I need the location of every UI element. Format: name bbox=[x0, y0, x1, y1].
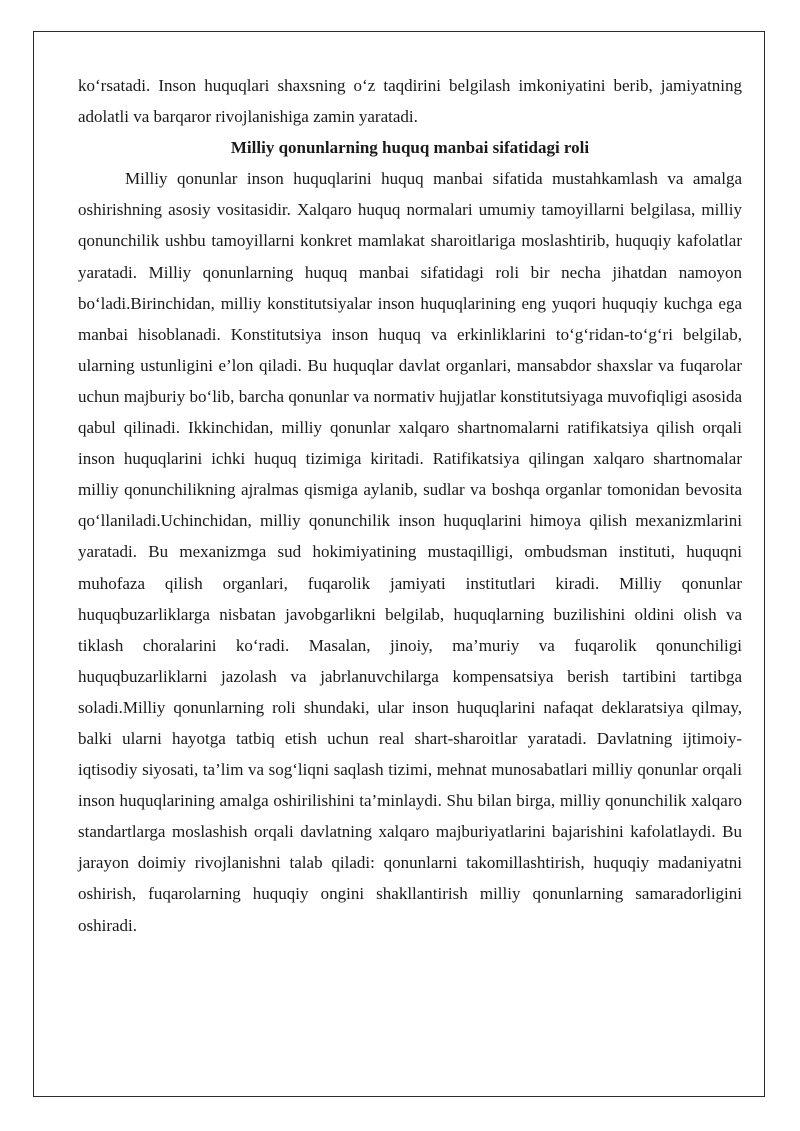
continuation-paragraph: koʻrsatadi. Inson huquqlari shaxsning oʻz taqdirini belgilash imkoniyatini berib, jamiyatning adolatli va barqaror rivojlanishiga zamin yaratadi. bbox=[78, 76, 742, 127]
body-paragraph: Milliy qonunlar inson huquqlarini huquq manbai sifatida mustahkamlash va amalga oshirishning asosiy vositasidir. Xalqaro huquq normalari umumiy tamoyillarni belgilasa, milliy qonunchilik ushbu tamoyillarni konkret mamlakat sharoitlariga moslashtirib, huquqiy kafolatlar yaratadi. Milliy qonunlarning huquq manbai sifatidagi roli bir necha jihatdan namoyon boʻladi.Birinchidan, milliy konstitutsiyalar inson huquqlarining eng yuqori huquqiy kuchga ega manbai hisoblanadi. Konstitutsiya inson huquq va erkinliklarini toʻgʻridan-toʻgʻri belgilab, ularning ustunligini e’lon qiladi. Bu huquqlar davlat organlari, mansabdor shaxslar va fuqarolar uchun majburiy boʻlib, barcha qonunlar va normativ hujjatlar konstitutsiyaga muvofiqligi asosida qabul qilinadi. Ikkinchidan, milliy qonunlar xalqaro shartnomalarni ratifikatsiya qilish orqali inson huquqlarini ichki huquq tizimiga kiritadi. Ratifikatsiya qilingan xalqaro shartnomalar milliy qonunchilikning ajralmas qismiga aylanib, sudlar va boshqa organlar tomonidan bevosita qoʻllaniladi.Uchinchidan, milliy qonunchilik inson huquqlarini himoya qilish mexanizmlarini yaratadi. Bu mexanizmga sud hokimiyatining mustaqilligi, ombudsman instituti, huquqni muhofaza qilish organlari, fuqarolik jamiyati institutlari kiradi. Milliy qonunlar huquqbuzarliklarga nisbatan javobgarlikni belgilab, huquqlarning buzilishini oldini olish va tiklash choralarini koʻradi. Masalan, jinoiy, ma’muriy va fuqarolik qonunchiligi huquqbuzarliklarni jazolash va jabrlanuvchilarga kompensatsiya berish tartibini tartibga soladi.Milliy qonunlarning roli shundaki, ular inson huquqlarini nafaqat deklaratsiya qilmay, balki ularni hayotga tatbiq etish uchun real shart-sharoitlar yaratadi. Davlatning ijtimoiy-iqtisodiy siyosati, ta’lim va sogʻliqni saqlash tizimi, mehnat munosabatlari milliy qonunlar orqali inson huquqlarining amalga oshirilishini ta’minlaydi. Shu bilan birga, milliy qonunchilik xalqaro standartlarga moslashish orqali davlatning xalqaro majburiyatlarini bajarishini kafolatlaydi. Bu jarayon doimiy rivojlanishni talab qiladi: qonunlarni takomillashtirish, huquqiy madaniyatni oshirish, fuqarolarning huquqiy ongini shakllantirish milliy qonunlarning samaradorligini oshiradi. bbox=[78, 169, 742, 935]
section-heading: Milliy qonunlarning huquq manbai sifatidagi roli bbox=[230, 138, 590, 158]
document-body bbox=[78, 70, 742, 941]
